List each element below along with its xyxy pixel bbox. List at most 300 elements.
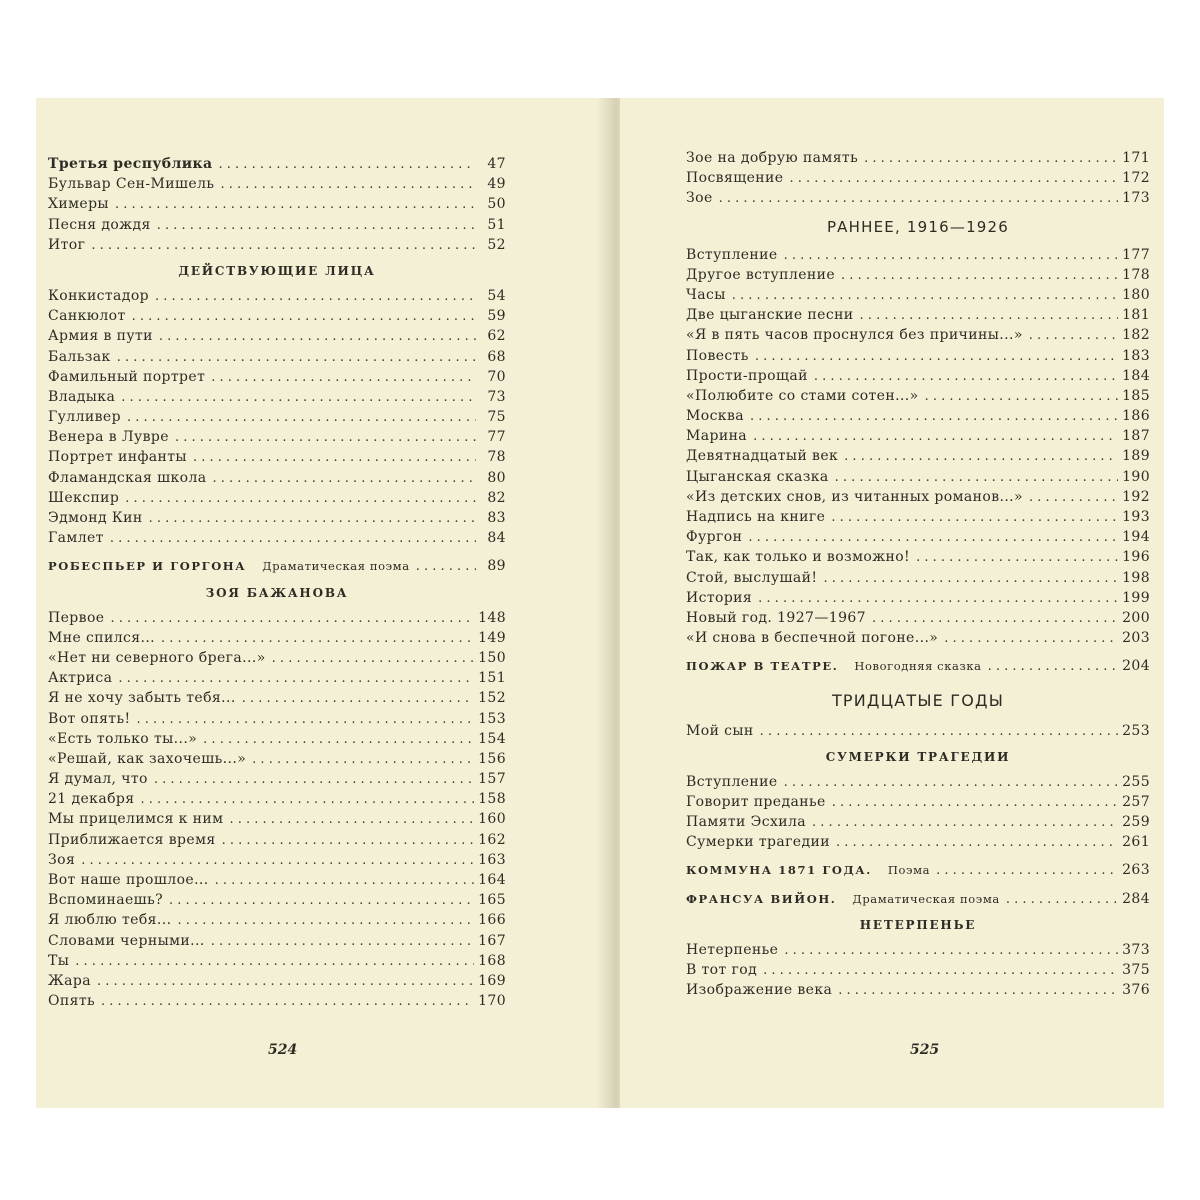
entry-title: «Есть только ты...» [48, 730, 198, 747]
toc-entry [686, 980, 1150, 1000]
entry-title: КОММУНА 1871 ГОДА. [686, 863, 872, 878]
dot-leader [81, 851, 474, 871]
dot-leader [758, 589, 1118, 609]
entry-page-number: 160 [478, 811, 506, 828]
entry-title: В тот год [686, 962, 758, 978]
toc-section [686, 721, 1150, 741]
dot-leader [936, 861, 1118, 881]
entry-page-number: 178 [1122, 266, 1150, 283]
toc-entry [686, 792, 1150, 812]
dot-leader [784, 773, 1119, 793]
dot-leader [115, 195, 476, 215]
entry-title: Словами черными... [48, 932, 205, 949]
dot-leader [719, 189, 1118, 209]
entry-page-number: 54 [487, 287, 506, 304]
entry-subtitle: Драматическая поэма [852, 891, 1000, 906]
entry-page-number: 83 [487, 510, 506, 526]
entry-page-number: 169 [478, 972, 506, 989]
dot-leader [222, 831, 474, 851]
toc-section [48, 608, 506, 1012]
left-page [36, 98, 614, 1108]
toc-special-entry [686, 656, 1150, 676]
entry-page-number: 261 [1122, 834, 1150, 851]
entry-page-number: 89 [487, 558, 506, 575]
dot-leader [835, 468, 1118, 488]
entry-title: Вот наше прошлое... [48, 872, 209, 888]
toc-entry [48, 427, 506, 447]
entry-title: Цыганская сказка [686, 468, 829, 485]
entry-title: Изображение века [686, 982, 833, 999]
entry-page-number: 162 [478, 831, 506, 848]
entry-title: Бульвар Сен-Мишель [48, 176, 215, 193]
entry-title: РОБЕСПЬЕР И ГОРГОНА [48, 559, 247, 574]
dot-leader [1029, 326, 1118, 346]
toc-entry [48, 528, 506, 548]
entry-title: Зоя [48, 851, 76, 868]
entry-subtitle: Новогодняя сказка [854, 659, 982, 674]
entry-page-number: 177 [1122, 246, 1150, 263]
dot-leader [753, 427, 1118, 447]
dot-leader [125, 489, 476, 509]
dot-leader [215, 871, 474, 891]
dot-leader [838, 981, 1118, 1001]
entry-title: Вступление [686, 773, 778, 790]
toc-entry [48, 769, 506, 789]
dot-leader [137, 710, 475, 730]
entry-title: Фамильный портрет [48, 368, 206, 385]
right-page [620, 98, 1164, 1108]
entry-page-number: 180 [1122, 286, 1150, 303]
dot-leader [252, 750, 474, 770]
dot-leader [159, 327, 476, 347]
entry-title: Часы [686, 286, 726, 303]
toc-entry [48, 688, 506, 708]
dot-leader [860, 306, 1119, 326]
dot-leader [193, 448, 476, 468]
toc-section [686, 245, 1150, 649]
toc-entry [686, 366, 1150, 386]
dot-leader [110, 609, 474, 629]
entry-title: «Полюбите со стами сотен...» [686, 387, 919, 404]
dot-leader [161, 629, 474, 649]
dot-leader [132, 307, 476, 327]
toc-entry [48, 608, 506, 628]
entry-title: Вступление [686, 246, 778, 263]
dot-leader [75, 952, 474, 972]
entry-title: Итог [48, 236, 86, 253]
page-number: 524 [268, 1042, 298, 1058]
toc-entry [48, 668, 506, 688]
entry-page-number: 153 [478, 710, 506, 727]
entry-title: Ты [48, 952, 70, 969]
dot-leader [864, 149, 1118, 169]
toc-special-entry [686, 889, 1150, 909]
toc-entry [48, 910, 506, 930]
toc-entry [686, 446, 1150, 466]
entry-title: Приближается время [48, 831, 216, 848]
entry-page-number: 259 [1122, 814, 1150, 831]
dot-leader [213, 469, 476, 489]
dot-leader [272, 649, 474, 669]
entry-page-number: 82 [487, 489, 506, 506]
entry-page-number: 59 [487, 308, 506, 325]
toc-entry [686, 148, 1150, 168]
entry-title: Зое [686, 190, 713, 207]
entry-page-number: 173 [1122, 190, 1150, 207]
dot-leader [149, 509, 476, 529]
dot-leader [155, 287, 476, 307]
dot-leader [760, 722, 1118, 742]
dot-leader [988, 657, 1118, 677]
toc-entry [686, 960, 1150, 980]
toc-section [686, 772, 1150, 853]
entry-page-number: 51 [487, 216, 506, 233]
entry-title: Санкюлот [48, 308, 126, 325]
toc-entry [686, 628, 1150, 648]
entry-page-number: 156 [478, 750, 506, 767]
entry-title: Опять [48, 993, 96, 1010]
dot-leader [177, 911, 474, 931]
toc-entry [48, 447, 506, 467]
dot-leader [211, 368, 476, 388]
entry-title: Шекспир [48, 489, 120, 506]
dot-leader [784, 941, 1118, 961]
toc-entry [686, 188, 1150, 208]
entry-page-number: 62 [487, 328, 506, 345]
dot-leader [121, 388, 476, 408]
toc-entry [686, 772, 1150, 792]
dot-leader [1029, 488, 1118, 508]
entry-page-number: 73 [487, 388, 506, 405]
toc-entry [686, 487, 1150, 507]
dot-leader [110, 529, 476, 549]
entry-page-number: 257 [1122, 793, 1150, 810]
entry-title: Фургон [686, 529, 743, 546]
entry-title: Конкистадор [48, 287, 150, 304]
entry-page-number: 182 [1122, 327, 1150, 344]
entry-page-number: 84 [487, 530, 506, 547]
toc-entry [48, 789, 506, 809]
entry-page-number: 253 [1122, 722, 1150, 739]
toc-entry [48, 556, 506, 576]
dot-leader [175, 428, 476, 448]
entry-title: Венера в Лувре [48, 429, 169, 446]
toc-section [686, 148, 1150, 209]
dot-leader [832, 793, 1118, 813]
section-heading: НЕТЕРПЕНЬЕ [859, 917, 977, 932]
entry-title: Я не хочу забыть тебя... [48, 690, 236, 707]
entry-page-number: 194 [1122, 529, 1150, 546]
entry-page-number: 165 [478, 892, 506, 909]
entry-subtitle: Поэма [887, 863, 931, 878]
entry-page-number: 164 [478, 872, 506, 888]
entry-page-number: 163 [478, 851, 506, 868]
dot-leader [872, 609, 1118, 629]
dot-leader [242, 689, 474, 709]
toc-entry [48, 326, 506, 346]
dot-leader [154, 770, 474, 790]
entry-page-number: 185 [1122, 387, 1150, 404]
toc-entry [48, 830, 506, 850]
toc-entry [48, 154, 506, 174]
entry-title: Эдмонд Кин [48, 510, 143, 526]
toc-entry [48, 991, 506, 1011]
entry-title: Прости-прощай [686, 367, 808, 384]
dot-leader [1006, 890, 1118, 910]
entry-page-number: 199 [1122, 589, 1150, 606]
toc-entry [686, 426, 1150, 446]
entry-title: Бальзак [48, 348, 111, 365]
dot-leader [836, 833, 1118, 853]
dot-leader [416, 557, 476, 577]
dot-leader [211, 932, 474, 952]
toc-entry [686, 860, 1150, 880]
dot-leader [814, 367, 1118, 387]
toc-entry [686, 406, 1150, 426]
toc-entry [48, 809, 506, 829]
toc-entry [686, 168, 1150, 188]
entry-title: Москва [686, 408, 744, 425]
entry-subtitle: Драматическая поэма [262, 559, 410, 574]
entry-title: Новый год. 1927—1967 [686, 609, 866, 626]
dot-leader [944, 629, 1118, 649]
entry-page-number: 154 [478, 730, 506, 747]
entry-title: Посвящение [686, 170, 784, 187]
toc-entry [686, 325, 1150, 345]
entry-page-number: 78 [487, 449, 506, 466]
entry-title: Актриса [48, 670, 113, 687]
dot-leader [219, 155, 476, 175]
toc-entry [686, 608, 1150, 628]
entry-title: Стой, выслушай! [686, 569, 818, 586]
entry-page-number: 75 [487, 409, 506, 426]
dot-leader [841, 266, 1118, 286]
entry-title: Так, как только и возможно! [686, 549, 911, 566]
dot-leader [831, 508, 1118, 528]
entry-title: Две цыганские песни [686, 307, 854, 324]
toc-entry [686, 568, 1150, 588]
toc-entry [48, 850, 506, 870]
entry-page-number: 49 [487, 176, 506, 193]
dot-leader [127, 408, 476, 428]
entry-title: Гамлет [48, 530, 104, 547]
dot-leader [203, 730, 474, 750]
entry-title: 21 декабря [48, 791, 135, 808]
entry-title: Армия в пути [48, 328, 153, 345]
entry-page-number: 375 [1122, 962, 1150, 978]
toc-entry [48, 194, 506, 214]
entry-title: Портрет инфанты [48, 449, 187, 466]
toc-entry [48, 628, 506, 648]
toc-entry [48, 951, 506, 971]
part-heading: РАННЕЕ, 1916—1926 [826, 217, 1010, 236]
entry-title: Зое на добрую память [686, 150, 859, 166]
entry-page-number: 70 [487, 368, 506, 385]
toc-entry [686, 812, 1150, 832]
toc-special-entry [686, 860, 1150, 880]
dot-leader [789, 169, 1118, 189]
entry-title: Памяти Эсхила [686, 814, 807, 831]
toc-section [48, 154, 506, 255]
entry-page-number: 52 [487, 236, 506, 253]
entry-page-number: 196 [1122, 549, 1150, 566]
entry-title: Другое вступление [686, 266, 836, 283]
entry-page-number: 190 [1122, 468, 1150, 485]
entry-page-number: 204 [1122, 658, 1150, 675]
entry-title: Песня дождя [48, 216, 151, 233]
toc-entry [686, 547, 1150, 567]
entry-page-number: 183 [1122, 347, 1150, 364]
dot-leader [732, 286, 1118, 306]
entry-title: Вот опять! [48, 710, 131, 727]
toc-entry [686, 721, 1150, 741]
entry-title: «Из детских снов, из читанных романов...» [686, 488, 1023, 505]
toc-entry [48, 215, 506, 235]
toc-entry [48, 729, 506, 749]
entry-page-number: 189 [1122, 448, 1150, 465]
entry-title: Нетерпенье [686, 941, 779, 958]
dot-leader [97, 972, 474, 992]
toc-entry [48, 488, 506, 508]
dot-leader [101, 992, 474, 1012]
entry-title: Мой сын [686, 722, 754, 739]
toc-section [48, 286, 506, 548]
entry-page-number: 181 [1122, 307, 1150, 324]
toc-entry [48, 890, 506, 910]
entry-page-number: 255 [1122, 773, 1150, 790]
entry-title: Надпись на книге [686, 509, 826, 525]
toc-entry [686, 467, 1150, 487]
entry-page-number: 171 [1122, 150, 1150, 166]
entry-title: ПОЖАР В ТЕАТРЕ. [686, 659, 839, 674]
entry-page-number: 148 [478, 609, 506, 626]
entry-page-number: 172 [1122, 170, 1150, 187]
toc-entry [48, 709, 506, 729]
entry-page-number: 193 [1122, 509, 1150, 525]
dot-leader [117, 348, 476, 368]
toc-entry [48, 174, 506, 194]
entry-title: Гулливер [48, 409, 121, 426]
toc-entry [686, 507, 1150, 527]
dot-leader [157, 216, 476, 236]
entry-title: Третья республика [48, 156, 213, 172]
entry-title: Я думал, что [48, 771, 148, 788]
entry-title: Владыка [48, 388, 116, 405]
entry-title: Марина [686, 428, 748, 445]
toc-entry [48, 235, 506, 255]
entry-page-number: 373 [1122, 941, 1150, 958]
toc-entry [686, 588, 1150, 608]
entry-page-number: 80 [487, 469, 506, 486]
toc-entry [48, 931, 506, 951]
toc-entry [686, 656, 1150, 676]
entry-page-number: 77 [487, 429, 506, 446]
toc-entry [48, 387, 506, 407]
entry-page-number: 187 [1122, 428, 1150, 445]
entry-title: Мне спился... [48, 629, 156, 646]
entry-page-number: 376 [1122, 982, 1150, 999]
toc-entry [686, 889, 1150, 909]
entry-page-number: 150 [478, 649, 506, 666]
entry-page-number: 50 [487, 196, 506, 213]
entry-title: Жара [48, 972, 91, 989]
entry-title: «Я в пять часов проснулся без причины...» [686, 327, 1023, 344]
dot-leader [812, 813, 1118, 833]
entry-page-number: 157 [478, 771, 506, 788]
toc-entry [686, 386, 1150, 406]
entry-page-number: 284 [1122, 890, 1150, 907]
entry-title: ФРАНСУА ВИЙОН. [686, 891, 837, 906]
entry-page-number: 151 [478, 670, 506, 687]
dot-leader [141, 790, 475, 810]
dot-leader [229, 810, 474, 830]
entry-page-number: 200 [1122, 609, 1150, 626]
toc-entry [48, 648, 506, 668]
entry-title: Говорит преданье [686, 793, 826, 810]
entry-page-number: 203 [1122, 630, 1150, 647]
entry-title: Сумерки трагедии [686, 834, 830, 851]
dot-leader [763, 961, 1118, 981]
section-heading: ДЕЙСТВУЮЩИЕ ЛИЦА [178, 263, 376, 278]
toc-entry [686, 832, 1150, 852]
entry-title: «И снова в беспечной погоне...» [686, 630, 939, 647]
entry-page-number: 149 [478, 629, 506, 646]
entry-page-number: 192 [1122, 488, 1150, 505]
entry-title: Я люблю тебя... [48, 912, 172, 929]
entry-title: Химеры [48, 196, 109, 213]
part-heading: ТРИДЦАТЫЕ ГОДЫ [831, 690, 1005, 710]
toc-entry [48, 508, 506, 528]
toc-entry [48, 971, 506, 991]
toc-section [686, 940, 1150, 1001]
toc-entry [48, 306, 506, 326]
entry-page-number: 184 [1122, 367, 1150, 384]
toc-entry [686, 245, 1150, 265]
entry-title: Фламандская школа [48, 469, 207, 486]
dot-leader [748, 528, 1118, 548]
entry-page-number: 166 [478, 912, 506, 929]
dot-leader [220, 175, 476, 195]
entry-page-number: 47 [487, 156, 506, 172]
toc-entry [48, 870, 506, 890]
dot-leader [750, 407, 1118, 427]
dot-leader [91, 236, 476, 256]
entry-page-number: 168 [478, 952, 506, 969]
entry-title: «Решай, как захочешь...» [48, 750, 247, 767]
entry-title: «Нет ни северного брега...» [48, 649, 266, 666]
toc-entry [48, 468, 506, 488]
dot-leader [925, 387, 1118, 407]
entry-title: Девятнадцатый век [686, 448, 839, 465]
dot-leader [118, 669, 474, 689]
entry-page-number: 68 [487, 348, 506, 365]
entry-title: История [686, 589, 753, 606]
entry-page-number: 170 [478, 993, 506, 1010]
toc-entry [686, 265, 1150, 285]
dot-leader [916, 548, 1118, 568]
section-heading: ЗОЯ БАЖАНОВА [205, 585, 349, 600]
toc-entry [48, 749, 506, 769]
entry-title: Вспоминаешь? [48, 892, 164, 909]
entry-page-number: 158 [478, 791, 506, 808]
entry-title: Первое [48, 609, 105, 626]
entry-page-number: 263 [1122, 862, 1150, 879]
dot-leader [823, 569, 1118, 589]
toc-entry [48, 367, 506, 387]
dot-leader [844, 447, 1118, 467]
entry-title: Мы прицелимся к ним [48, 811, 224, 828]
toc-entry [48, 407, 506, 427]
